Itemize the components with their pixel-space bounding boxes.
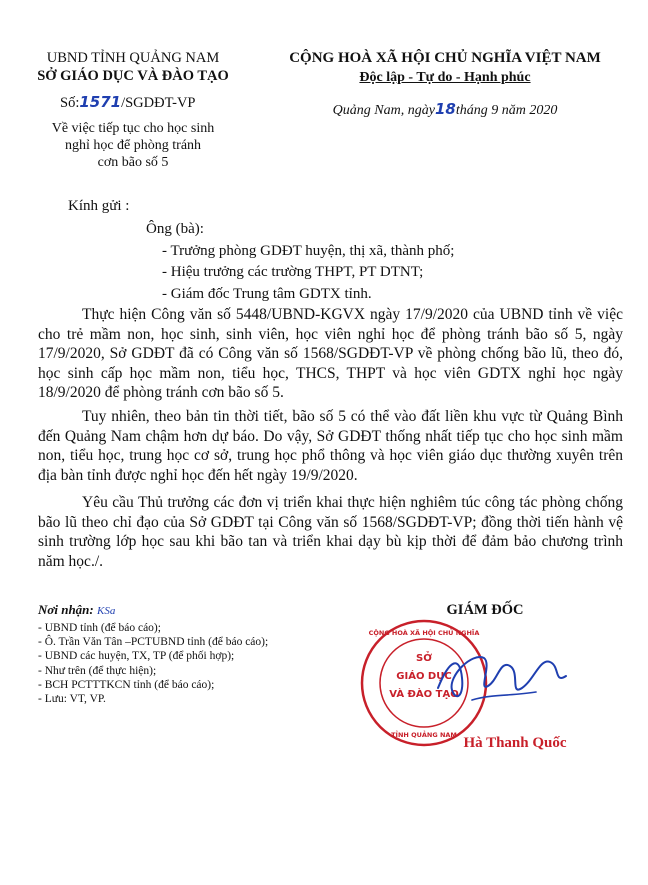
svg-text:CỘNG HOÀ XÃ HỘI CHỦ NGHĨA: CỘNG HOÀ XÃ HỘI CHỦ NGHĨA [368, 629, 480, 637]
signatory-title: GIÁM ĐỐC [446, 602, 524, 618]
department-name: SỞ GIÁO DỤC VÀ ĐÀO TẠO [37, 68, 229, 84]
authority-name: UBND TỈNH QUẢNG NAM [46, 50, 220, 66]
svg-text:GIÁO DỤC: GIÁO DỤC [396, 671, 452, 682]
doc-number-suffix: /SGDĐT-VP [121, 95, 196, 111]
recipient-item: - Trưởng phòng GDĐT huyện, thị xã, thành phố; [162, 242, 455, 259]
body-paragraph: Yêu cầu Thủ trưởng các đơn vị triển khai thực hiện nghiêm túc công tác phòng chống bão lũ theo chỉ đạo của Sở GDĐT tại Công văn số 1568/SGDĐT-VP; đồng thời tiến hành vệ sinh trường lớp học sau khi bão tan và triển khai dạy bù kịp thời để đảm bảo chương trình năm học./. [38, 494, 623, 570]
recipient-list [146, 219, 454, 305]
subject-line: Về việc tiếp tục cho học sinh [51, 121, 215, 136]
recipient-item: - Hiệu trưởng các trường THPT, PT DTNT; [162, 264, 424, 280]
svg-text:VÀ ĐÀO TẠO: VÀ ĐÀO TẠO [389, 689, 459, 700]
svg-text:TỈNH QUẢNG NAM: TỈNH QUẢNG NAM [391, 731, 457, 739]
body-paragraph: Thực hiện Công văn số 5448/UBND-KGVX ngày 17/9/2020 của UBND tỉnh về việc cho trẻ mầm non, học sinh, sinh viên, học viên nghỉ học để phòng tránh bão số 5, ngày 17/9/2020, Sở GDĐT đã có Công văn số 1568/SGDĐT-VP về phòng chống bão lũ, theo đó, học sinh cấp học mầm non, tiểu học, THCS, THPT và học viên GDTX nghỉ học ngày 18/9/2020 để phòng tránh cơn bão số 5. [38, 306, 623, 401]
distribution-list [38, 621, 268, 706]
handwritten-initials: KSa [97, 605, 116, 617]
document-number [60, 93, 196, 112]
national-title: CỘNG HOÀ XÃ HỘI CHỦ NGHĨA VIỆT NAM [289, 50, 601, 66]
subject-line: cơn bão số 5 [97, 155, 169, 170]
distribution-item: - Ô. Trần Văn Tân –PCTUBND tỉnh (để báo cáo); [38, 636, 269, 649]
distribution-item: - BCH PCTTTKCN tỉnh (để báo cáo); [38, 678, 215, 691]
distribution-item: - Như trên (để thực hiện); [38, 664, 157, 677]
subject [18, 120, 248, 171]
svg-text:SỞ: SỞ [416, 653, 432, 664]
distribution-title [38, 602, 115, 618]
distribution-item: - Lưu: VT, VP. [38, 693, 106, 706]
recipient-item: - Giám đốc Trung tâm GDTX tỉnh. [162, 285, 372, 302]
date-day-handwritten: 18 [434, 100, 456, 118]
document-date [250, 100, 640, 119]
handwritten-signature [432, 638, 572, 718]
signer-name: Hà Thanh Quốc [463, 735, 567, 751]
date-prefix: Quảng Nam, ngày [332, 103, 435, 118]
subject-line: nghỉ học để phòng tránh [64, 138, 202, 153]
date-suffix: tháng 9 năm 2020 [455, 103, 558, 118]
doc-number-handwritten: 1571 [79, 93, 122, 111]
doc-number-prefix: Số: [60, 95, 80, 111]
greeting: Kính gửi : [68, 198, 130, 214]
body-paragraph: Tuy nhiên, theo bản tin thời tiết, bão số 5 có thể vào đất liền khu vực từ Quảng Bình đến Quảng Nam chậm hơn dự báo. Do vậy, Sở GDĐT thống nhất tiếp tục cho học sinh mầm non, tiểu học, trung học cơ sở, trung học phổ thông và học viên giáo dục thường xuyên trên địa bàn tỉnh được nghỉ học đến hết ngày 19/9/2020. [38, 408, 623, 484]
national-motto [250, 70, 640, 86]
distribution-item: - UBND các huyện, TX, TP (để phối hợp); [38, 650, 235, 663]
motto-text: Độc lập - Tự do - Hạnh phúc [359, 70, 531, 85]
distribution-label: Nơi nhận: [38, 602, 94, 617]
distribution-item: - UBND tỉnh (để báo cáo); [38, 622, 161, 634]
recipient-lead: Ông (bà): [146, 221, 204, 237]
